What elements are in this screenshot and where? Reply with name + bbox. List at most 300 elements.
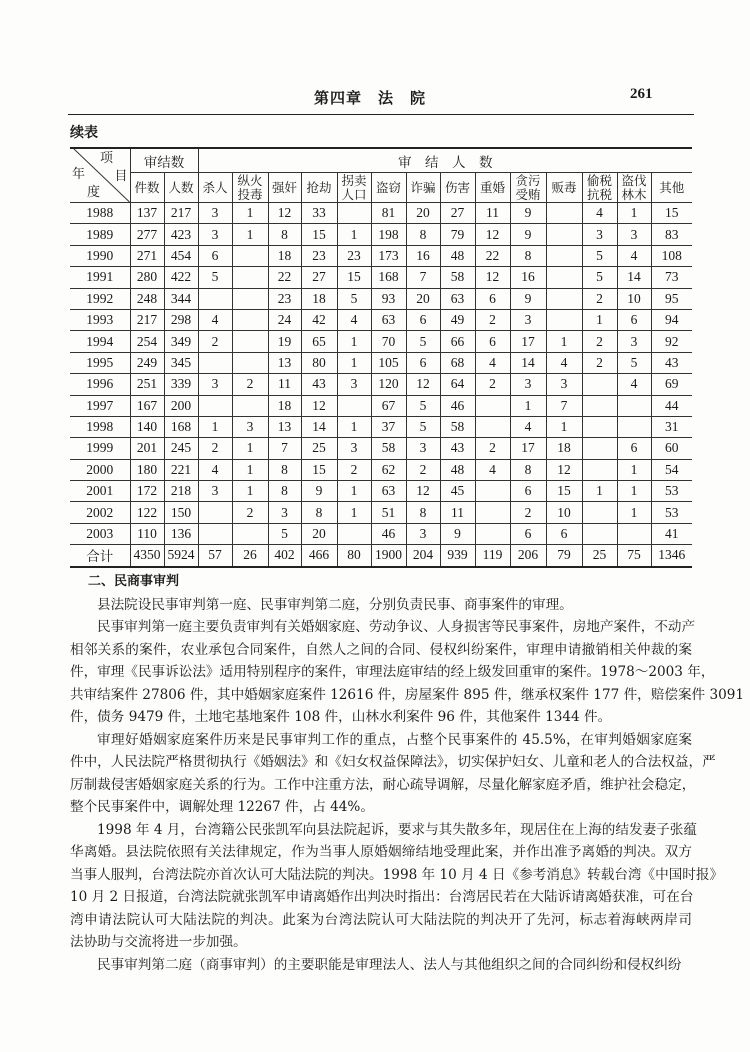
table-cell: 5 xyxy=(406,416,440,437)
table-cell: 1 xyxy=(198,416,232,437)
table-cell: 248 xyxy=(130,288,164,309)
table-cell: 3 xyxy=(617,224,651,245)
table-caption: 续表 xyxy=(70,125,98,141)
table-cell: 1 xyxy=(546,416,582,437)
table-cell: 280 xyxy=(130,267,164,288)
table-cell: 5924 xyxy=(164,545,198,567)
table-cell: 1 xyxy=(232,481,268,502)
column-header: 拐卖 人口 xyxy=(337,173,371,203)
group-header-cases: 审结数 xyxy=(130,148,198,173)
table-cell xyxy=(232,288,268,309)
table-cell: 2 xyxy=(475,309,510,330)
table-cell: 6 xyxy=(406,352,440,373)
table-cell: 68 xyxy=(440,352,475,373)
group-header-persons: 审 结 人 数 xyxy=(198,148,692,173)
table-cell: 8 xyxy=(268,224,301,245)
total-row xyxy=(70,545,692,567)
table-cell: 63 xyxy=(371,481,406,502)
table-cell: 1346 xyxy=(651,545,692,567)
year-cell: 1999 xyxy=(70,438,130,459)
table-cell: 2 xyxy=(582,331,617,352)
table-cell xyxy=(232,395,268,416)
table-cell: 46 xyxy=(371,523,406,544)
table-cell: 9 xyxy=(301,481,337,502)
table-row xyxy=(70,309,692,330)
table-cell: 204 xyxy=(406,545,440,567)
table-cell: 20 xyxy=(406,288,440,309)
column-header: 强奸 xyxy=(268,173,301,203)
table-cell: 6 xyxy=(617,309,651,330)
table-cell: 5 xyxy=(582,245,617,266)
table-cell: 1 xyxy=(337,352,371,373)
corner-label-mu: 目 xyxy=(114,168,128,183)
table-row xyxy=(70,331,692,352)
column-header: 重婚 xyxy=(475,173,510,203)
table-cell: 3 xyxy=(406,523,440,544)
table-cell: 80 xyxy=(301,352,337,373)
year-cell: 1997 xyxy=(70,395,130,416)
table-cell: 75 xyxy=(617,545,651,567)
paragraph-line: 1998 年 4 月，台湾籍公民张凯军向县法院起诉，要求与其失散多年，现居住在上海的结发妻子张蕴 xyxy=(97,821,697,838)
table-cell: 16 xyxy=(510,267,546,288)
table-cell: 200 xyxy=(164,395,198,416)
table-cell xyxy=(617,416,651,437)
table-row xyxy=(70,502,692,523)
table-cell: 1 xyxy=(617,481,651,502)
table-cell: 44 xyxy=(651,395,692,416)
paragraph xyxy=(70,954,692,977)
paragraph xyxy=(70,729,716,819)
column-header: 贩毒 xyxy=(546,173,582,203)
table-cell: 43 xyxy=(651,352,692,373)
year-cell: 合计 xyxy=(70,545,130,567)
table-cell: 5 xyxy=(617,352,651,373)
table-cell: 4 xyxy=(198,459,232,480)
table-cell: 14 xyxy=(301,416,337,437)
column-header: 件数 xyxy=(130,173,164,203)
column-header: 纵火 投毒 xyxy=(232,173,268,203)
table-cell: 12 xyxy=(546,459,582,480)
paragraph-line: 县法院设民事审判第一庭、民事审判第二庭，分别负责民事、商事案件的审理。 xyxy=(97,596,573,613)
table-cell: 1 xyxy=(582,481,617,502)
table-cell: 20 xyxy=(406,203,440,224)
table-cell: 6 xyxy=(198,245,232,266)
table-row xyxy=(70,352,692,373)
table-cell: 15 xyxy=(651,203,692,224)
table-cell: 2 xyxy=(198,331,232,352)
paragraph xyxy=(70,819,724,954)
table-cell xyxy=(546,288,582,309)
year-cell: 2002 xyxy=(70,502,130,523)
table-cell: 54 xyxy=(651,459,692,480)
table-cell: 14 xyxy=(510,352,546,373)
table-cell: 33 xyxy=(301,203,337,224)
table-cell: 3 xyxy=(546,374,582,395)
table-cell: 6 xyxy=(546,523,582,544)
table-cell: 66 xyxy=(440,331,475,352)
table-cell: 27 xyxy=(301,267,337,288)
table-cell: 6 xyxy=(475,288,510,309)
table-cell: 18 xyxy=(301,288,337,309)
table-cell: 349 xyxy=(164,331,198,352)
table-cell: 254 xyxy=(130,331,164,352)
table-cell: 939 xyxy=(440,545,475,567)
table-cell: 5 xyxy=(582,267,617,288)
column-header: 贪污 受贿 xyxy=(510,173,546,203)
corner-label-item: 项 xyxy=(100,150,114,165)
year-cell: 1995 xyxy=(70,352,130,373)
table-cell: 7 xyxy=(406,267,440,288)
paragraph-line: 审理好婚姻家庭案件历来是民事审判工作的重点，占整个民事案件的 45.5%，在审判婚姻家庭案 xyxy=(97,731,692,748)
table-row xyxy=(70,374,692,395)
table-cell: 79 xyxy=(440,224,475,245)
table-cell: 17 xyxy=(510,438,546,459)
table-cell: 8 xyxy=(406,502,440,523)
table-cell xyxy=(232,331,268,352)
table-cell: 94 xyxy=(651,309,692,330)
table-cell: 245 xyxy=(164,438,198,459)
table-cell: 9 xyxy=(510,224,546,245)
column-header: 诈骗 xyxy=(406,173,440,203)
table-cell: 5 xyxy=(406,331,440,352)
table-cell: 5 xyxy=(268,523,301,544)
table-cell: 1 xyxy=(337,331,371,352)
body-text xyxy=(70,571,745,976)
table-cell: 23 xyxy=(268,288,301,309)
table-cell: 4 xyxy=(546,352,582,373)
column-header: 盗伐 林木 xyxy=(617,173,651,203)
table-cell: 140 xyxy=(130,416,164,437)
table-cell: 172 xyxy=(130,481,164,502)
table-corner-header xyxy=(70,148,130,203)
year-cell: 2001 xyxy=(70,481,130,502)
table-cell: 15 xyxy=(546,481,582,502)
table-cell: 18 xyxy=(546,438,582,459)
header-rule xyxy=(68,114,694,115)
table-cell: 42 xyxy=(301,309,337,330)
column-header: 其他 xyxy=(651,173,692,203)
table-cell xyxy=(198,523,232,544)
table-cell: 251 xyxy=(130,374,164,395)
table-cell: 217 xyxy=(130,309,164,330)
table-cell xyxy=(582,395,617,416)
table-cell: 3 xyxy=(510,309,546,330)
corner-label-du: 度 xyxy=(87,184,101,199)
table-cell: 12 xyxy=(301,395,337,416)
year-cell: 1990 xyxy=(70,245,130,266)
table-cell: 8 xyxy=(268,459,301,480)
table-cell: 3 xyxy=(268,502,301,523)
table-cell: 2 xyxy=(582,288,617,309)
table-cell: 249 xyxy=(130,352,164,373)
paragraph-line: 华离婚。县法院依照有关法律规定，作为当事人原婚姻缔结地受理此案，并作出准予离婚的判决。双方 xyxy=(70,844,692,860)
table-row xyxy=(70,203,692,224)
table-cell: 4 xyxy=(617,245,651,266)
table-cell: 95 xyxy=(651,288,692,309)
table-cell: 150 xyxy=(164,502,198,523)
table-cell: 1 xyxy=(232,224,268,245)
table-cell: 20 xyxy=(301,523,337,544)
page-number: 261 xyxy=(630,86,653,102)
year-cell: 1992 xyxy=(70,288,130,309)
table-cell: 168 xyxy=(164,416,198,437)
table-cell xyxy=(198,395,232,416)
table-cell xyxy=(198,502,232,523)
table-cell xyxy=(198,288,232,309)
table-cell: 1 xyxy=(337,416,371,437)
table-cell: 1 xyxy=(232,459,268,480)
table-cell: 48 xyxy=(440,245,475,266)
table-cell: 58 xyxy=(440,267,475,288)
table-cell: 206 xyxy=(510,545,546,567)
table-cell: 345 xyxy=(164,352,198,373)
year-cell: 1989 xyxy=(70,224,130,245)
table-row xyxy=(70,267,692,288)
paragraph-line: 共审结案件 27806 件，其中婚姻家庭案件 12616 件，房屋案件 895 件，继承权案件 177 件，赔偿案件 3091 xyxy=(70,686,745,703)
table-cell: 2 xyxy=(232,374,268,395)
table-cell: 4 xyxy=(617,374,651,395)
table-cell xyxy=(475,502,510,523)
table-cell: 7 xyxy=(546,395,582,416)
table-cell xyxy=(475,416,510,437)
table-cell: 2 xyxy=(475,438,510,459)
table-cell: 58 xyxy=(371,438,406,459)
paragraph-line: 厉制裁侵害婚姻家庭关系的行为。工作中注重方法，耐心疏导调解，尽量化解家庭矛盾，维护社会稳定， xyxy=(70,776,696,793)
table-cell: 63 xyxy=(440,288,475,309)
chapter-header: 第四章 法 院 xyxy=(313,89,426,107)
table-row xyxy=(70,523,692,544)
table-cell xyxy=(337,203,371,224)
table-cell: 173 xyxy=(371,245,406,266)
table-cell: 9 xyxy=(510,203,546,224)
table-cell xyxy=(232,245,268,266)
table-cell xyxy=(582,523,617,544)
column-header: 杀人 xyxy=(198,173,232,203)
year-cell: 2003 xyxy=(70,523,130,544)
table-cell: 6 xyxy=(406,309,440,330)
table-cell: 25 xyxy=(582,545,617,567)
table-cell: 423 xyxy=(164,224,198,245)
table-cell: 3 xyxy=(232,416,268,437)
table-cell: 16 xyxy=(406,245,440,266)
table-cell: 2 xyxy=(475,374,510,395)
paragraph-line: 法协助与交流将进一步加强。 xyxy=(70,934,247,950)
table-cell: 2 xyxy=(232,502,268,523)
table-cell: 12 xyxy=(268,203,301,224)
table-cell: 218 xyxy=(164,481,198,502)
table-cell xyxy=(546,309,582,330)
table-cell: 1 xyxy=(617,459,651,480)
table-cell: 1 xyxy=(617,502,651,523)
section-heading: 二、民商事审判 xyxy=(88,574,180,589)
table-cell: 9 xyxy=(440,523,475,544)
table-cell: 12 xyxy=(406,374,440,395)
table-cell xyxy=(617,395,651,416)
column-header: 盗窃 xyxy=(371,173,406,203)
table-cell: 120 xyxy=(371,374,406,395)
column-header: 伤害 xyxy=(440,173,475,203)
table-cell xyxy=(546,245,582,266)
table-cell: 201 xyxy=(130,438,164,459)
table-cell: 11 xyxy=(475,203,510,224)
paragraph-line: 件中，人民法院严格贯彻执行《婚姻法》和《妇女权益保障法》，切实保护妇女、儿童和老人的合法权益，严 xyxy=(70,754,716,770)
paragraph xyxy=(70,594,692,617)
table-cell xyxy=(232,523,268,544)
table-cell xyxy=(198,352,232,373)
table-cell xyxy=(475,523,510,544)
table-cell: 22 xyxy=(475,245,510,266)
table-cell: 67 xyxy=(371,395,406,416)
table-row xyxy=(70,459,692,480)
table-cell: 1 xyxy=(232,438,268,459)
paragraph-line: 民事审判第二庭（商事审判）的主要职能是审理法人、法人与其他组织之间的合同纠纷和侵权纠纷 xyxy=(97,956,682,973)
table-cell: 15 xyxy=(301,224,337,245)
table-cell: 26 xyxy=(232,545,268,567)
table-cell: 93 xyxy=(371,288,406,309)
table-cell: 4 xyxy=(337,309,371,330)
table-cell: 466 xyxy=(301,545,337,567)
table-cell: 11 xyxy=(268,374,301,395)
table-cell: 17 xyxy=(510,331,546,352)
table-cell xyxy=(232,352,268,373)
table-cell: 27 xyxy=(440,203,475,224)
table-cell: 110 xyxy=(130,523,164,544)
table-cell: 10 xyxy=(546,502,582,523)
corner-label-year: 年 xyxy=(72,166,86,181)
paragraph-line: 10 月 2 日报道，台湾法院就张凯军申请离婚作出判决时指出：台湾居民若在大陆诉请离婚获准，可在台 xyxy=(70,889,694,905)
table-cell: 6 xyxy=(617,438,651,459)
table-cell: 137 xyxy=(130,203,164,224)
table-cell: 53 xyxy=(651,481,692,502)
table-cell: 344 xyxy=(164,288,198,309)
table-cell: 1 xyxy=(546,331,582,352)
table-cell: 14 xyxy=(617,267,651,288)
table-cell: 23 xyxy=(301,245,337,266)
table-row xyxy=(70,224,692,245)
table-cell: 80 xyxy=(337,545,371,567)
table-row xyxy=(70,395,692,416)
paragraph-line: 民事审判第一庭主要负责审判有关婚姻家庭、劳动争议、人身损害等民事案件，房地产案件，不动产 xyxy=(97,619,696,635)
table-row xyxy=(70,288,692,309)
table-cell xyxy=(232,267,268,288)
table-cell: 168 xyxy=(371,267,406,288)
table-cell xyxy=(337,523,371,544)
table-cell: 3 xyxy=(617,331,651,352)
table-cell: 402 xyxy=(268,545,301,567)
table-row xyxy=(70,245,692,266)
table-cell: 4 xyxy=(475,352,510,373)
table-cell: 198 xyxy=(371,224,406,245)
table-cell: 5 xyxy=(406,395,440,416)
table-cell: 2 xyxy=(198,438,232,459)
table-cell: 339 xyxy=(164,374,198,395)
paragraph-line: 相邻关系的案件，农业承包合同案件，自然人之间的合同、侵权纠纷案件，审理申请撤销相关仲裁的案 xyxy=(70,641,692,658)
table-cell: 45 xyxy=(440,481,475,502)
table-cell: 24 xyxy=(268,309,301,330)
table-cell: 9 xyxy=(510,288,546,309)
table-cell: 4 xyxy=(475,459,510,480)
table-cell: 22 xyxy=(268,267,301,288)
table-cell: 51 xyxy=(371,502,406,523)
table-cell: 2 xyxy=(582,352,617,373)
column-header: 抢劫 xyxy=(301,173,337,203)
table-cell: 81 xyxy=(371,203,406,224)
table-cell: 4350 xyxy=(130,545,164,567)
table-cell: 49 xyxy=(440,309,475,330)
table-cell xyxy=(546,267,582,288)
table-cell: 3 xyxy=(198,203,232,224)
table-cell: 18 xyxy=(268,395,301,416)
table-cell: 2 xyxy=(510,502,546,523)
table-cell: 3 xyxy=(406,438,440,459)
table-cell: 1 xyxy=(617,203,651,224)
table-row xyxy=(70,481,692,502)
table-cell: 2 xyxy=(337,459,371,480)
table-cell: 6 xyxy=(510,523,546,544)
paragraph-line: 湾申请法院认可大陆法院的判决。此案为台湾法院认可大陆法院的判决开了先河，标志着海峡两岸司 xyxy=(70,911,692,928)
table-cell: 1 xyxy=(337,481,371,502)
table-cell xyxy=(232,309,268,330)
paragraph-line: 件，债务 9479 件，土地宅基地案件 108 件，山林水利案件 96 件，其他案件 1344 件。 xyxy=(70,709,612,725)
table-cell: 4 xyxy=(510,416,546,437)
table-cell: 3 xyxy=(198,224,232,245)
table-cell: 63 xyxy=(371,309,406,330)
table-cell: 3 xyxy=(510,374,546,395)
table-cell xyxy=(546,203,582,224)
table-cell: 12 xyxy=(475,267,510,288)
table-cell: 19 xyxy=(268,331,301,352)
table-cell xyxy=(475,481,510,502)
table-cell: 454 xyxy=(164,245,198,266)
table-cell: 8 xyxy=(301,502,337,523)
table-cell: 271 xyxy=(130,245,164,266)
table-cell: 13 xyxy=(268,416,301,437)
table-cell: 92 xyxy=(651,331,692,352)
year-cell: 1991 xyxy=(70,267,130,288)
table-cell: 1 xyxy=(582,309,617,330)
table-cell: 43 xyxy=(440,438,475,459)
paragraph-line: 件，审理《民事诉讼法》适用特别程序的案件，审理法庭审结的经上级发回重审的案件。1978～2003 年， xyxy=(70,664,715,680)
table-cell xyxy=(475,395,510,416)
table-cell: 422 xyxy=(164,267,198,288)
table-cell: 4 xyxy=(198,309,232,330)
year-cell: 1994 xyxy=(70,331,130,352)
table-cell xyxy=(582,374,617,395)
table-cell: 62 xyxy=(371,459,406,480)
table-cell xyxy=(582,459,617,480)
column-header: 偷税 抗税 xyxy=(582,173,617,203)
year-cell: 1996 xyxy=(70,374,130,395)
table-cell: 7 xyxy=(268,438,301,459)
year-cell: 2000 xyxy=(70,459,130,480)
table-cell: 3 xyxy=(337,438,371,459)
table-cell: 136 xyxy=(164,523,198,544)
table-cell: 15 xyxy=(337,267,371,288)
table-cell: 298 xyxy=(164,309,198,330)
table-cell: 13 xyxy=(268,352,301,373)
table-cell: 12 xyxy=(475,224,510,245)
table-cell: 83 xyxy=(651,224,692,245)
table-cell: 8 xyxy=(406,224,440,245)
table-cell: 57 xyxy=(198,545,232,567)
column-header: 人数 xyxy=(164,173,198,203)
table-cell: 1 xyxy=(337,224,371,245)
table-cell: 105 xyxy=(371,352,406,373)
table-cell: 221 xyxy=(164,459,198,480)
table-cell: 5 xyxy=(198,267,232,288)
table-cell: 3 xyxy=(337,374,371,395)
table-cell: 180 xyxy=(130,459,164,480)
